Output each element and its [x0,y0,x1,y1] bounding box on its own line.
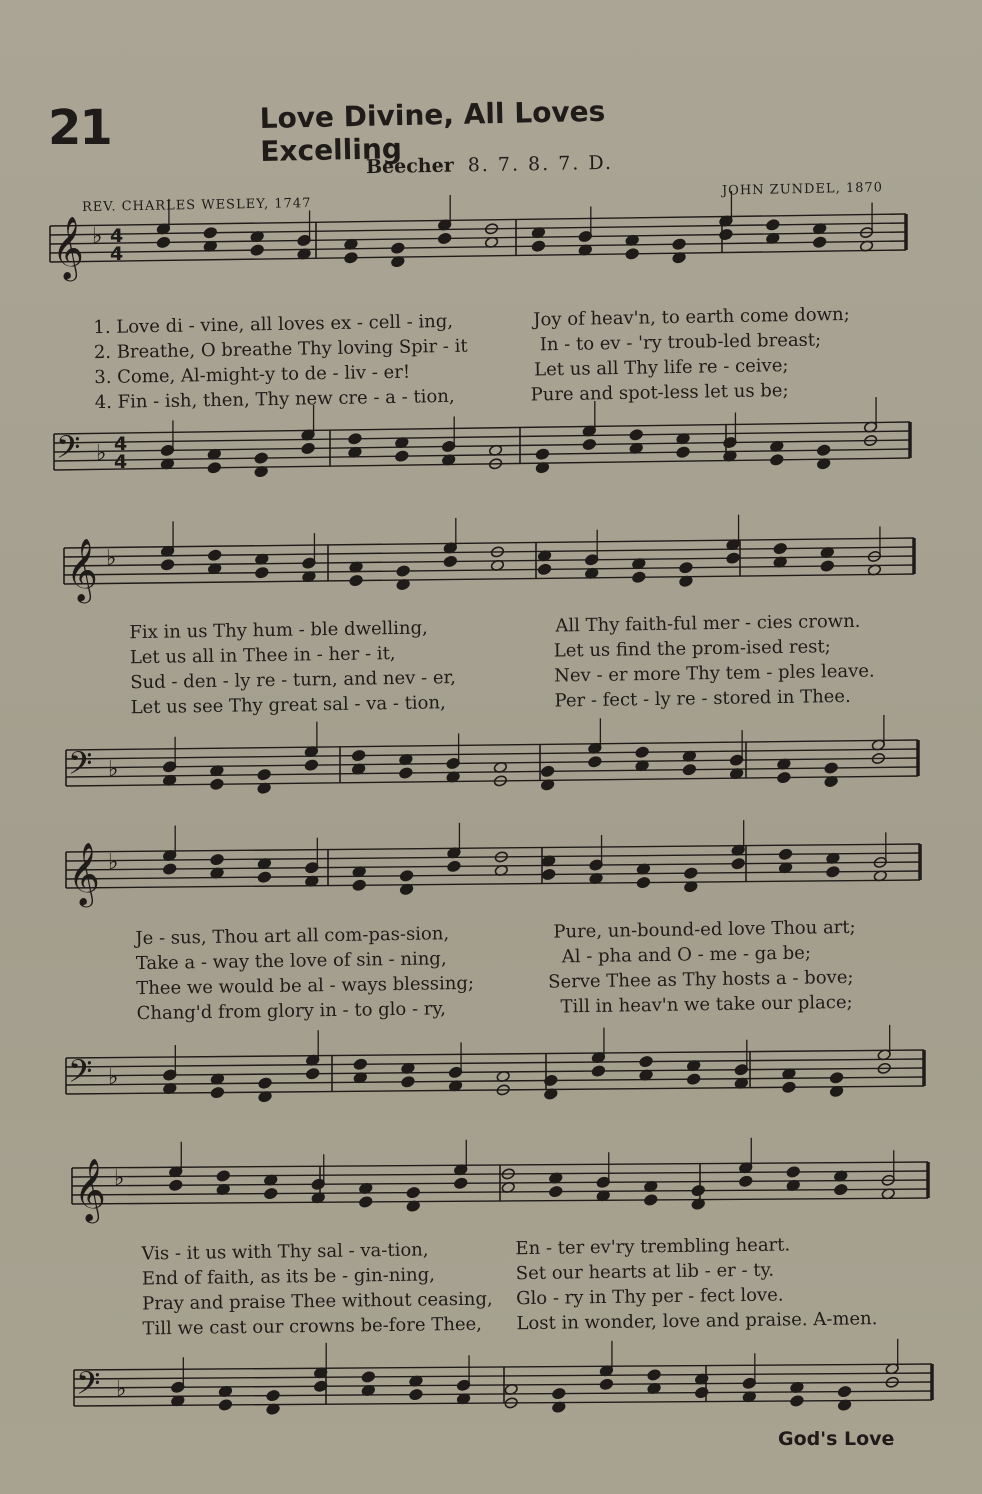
lyric-line: Let us see Thy great sal - va - tion, Per - fect - ly re - stored in Thee. [130,685,851,719]
note-head [250,244,264,256]
lyric-line: 1. Love di - vine, all loves ex - cell - ing, Joy of heav'n, to earth come down; [93,303,850,339]
hymn-title: Love Divine, All Loves Excelling [259,94,606,168]
note-head [731,858,745,870]
note-head [353,1058,367,1070]
note-head [770,454,784,466]
lyric-line: Thee we would be al - ways blessing; Serve Thee as Thy hosts a - bove; [136,966,854,1000]
footer-section-label: God's Love [778,1428,895,1450]
note-head [264,1187,278,1199]
lyrics-system-4 [141,1231,922,1342]
note-head [829,1072,843,1084]
lyric-line: Pray and praise Thee without ceasing, Glo - ry in Thy per - fect love. [142,1284,784,1315]
note-head [682,763,696,775]
note-head [684,867,698,879]
note-head [647,1369,661,1381]
note-head [443,555,457,567]
key-flat-icon: ♭ [106,546,117,571]
staff-line [66,871,920,879]
note-head [719,228,733,240]
note-head [344,252,358,264]
note-head [639,1055,653,1067]
note-head [399,870,413,882]
note-head [644,1194,658,1206]
lyric-line: Sud - den - ly re - turn, and nev - er, Nev - er more Thy tem - ples leave. [130,660,875,694]
note-head [406,1186,420,1198]
lyric-line: Take a - way the love of sin - ning, Al - pha and O - me - ga be; [135,942,812,975]
note-head [679,561,693,573]
lyrics-system-3 [135,914,916,1026]
time-signature: 4 [114,451,128,473]
hymn-number: 21 [48,100,111,156]
note-head [266,1389,280,1401]
note-head [254,452,268,464]
note-head [396,565,410,577]
note-head [635,746,649,758]
note-head [782,1081,796,1093]
note-head [218,1399,232,1411]
note-head [258,1077,272,1089]
note-head [348,433,362,445]
note-head [552,1387,566,1399]
treble-clef-icon: 𝄞 [66,538,98,601]
note-head [361,1371,375,1383]
note-head [210,853,224,865]
note-head [786,1166,800,1178]
note-head [257,871,271,883]
note-head [813,236,827,248]
note-head [203,227,217,239]
lyric-line: 4. Fin - ish, then, Thy new cre - a - tion, Pure and spot-less let us be; [94,380,789,414]
note-head [306,1068,320,1080]
key-flat-icon: ♭ [108,850,119,875]
note-head [210,778,224,790]
note-head [207,462,221,474]
note-head [542,868,556,880]
note-head [676,446,690,458]
time-signature: 4 [114,433,128,455]
note-head [210,1086,224,1098]
key-flat-icon: ♭ [92,224,103,249]
bass-clef-icon: 𝄢 [76,1365,101,1409]
note-head [257,768,271,780]
note-head [834,1183,848,1195]
staff-line [66,1059,924,1067]
note-head [687,1073,701,1085]
note-head [216,1170,230,1182]
bass-clef-icon: 𝄢 [68,745,93,789]
note-head [632,571,646,583]
treble-clef-icon: 𝄞 [74,1158,106,1221]
lyric-line: Fix in us Thy hum - ble dwelling, All Thy faith-ful mer - cies crown. [129,610,861,644]
lyric-line: Vis - it us with Thy sal - va-tion, En - ter ev'ry trembling heart. [141,1234,791,1265]
lyric-line: Chang'd from glory in - to glo - ry, Till in heav'n we take our place; [136,991,853,1025]
bass-clef-icon: 𝄢 [68,1053,93,1097]
note-head [537,563,551,575]
lyrics-system-1 [93,301,915,415]
note-head [401,1076,415,1088]
note-head [739,1175,753,1187]
tune-name: Beecher [365,154,454,179]
note-head [535,448,549,460]
note-head [636,876,650,888]
note-head [726,552,740,564]
staff-line [66,1050,924,1058]
note-head [582,438,596,450]
note-head [629,429,643,441]
note-head [163,863,177,875]
staff-line [66,749,918,759]
note-head [391,242,405,254]
staff-line [64,574,914,584]
music-credit: JOHN ZUNDEL, 1870 [721,180,884,199]
key-flat-icon: ♭ [108,757,119,782]
note-head [349,574,363,586]
note-head [160,559,174,571]
note-head [820,560,834,572]
note-head [588,756,602,768]
note-head [399,767,413,779]
note-head [304,759,318,771]
note-head [773,542,787,554]
lyric-line: Je - sus, Thou art all com-pas-sion, Pure, un-bound-ed love Thou art; [135,916,856,950]
note-head [549,1185,563,1197]
lyric-line: 2. Breathe, O breathe Thy loving Spir - it In - to ev - 'ry troub-led breast; [93,329,822,364]
key-flat-icon: ♭ [114,1166,125,1191]
bass-clef-icon: 𝄢 [56,429,81,473]
note-head [359,1196,373,1208]
staff-line [66,740,918,750]
staff-line [66,880,920,888]
note-head [447,860,461,872]
key-flat-icon: ♭ [108,1065,119,1090]
staff-line [74,1373,932,1379]
words-credit: REV. CHARLES WESLEY, 1747 [81,195,312,216]
note-head [778,848,792,860]
lyric-line: 3. Come, Al-might-y to de - liv - er! Let us all Thy life re - ceive; [94,355,789,389]
note-head [826,866,840,878]
staff-line [66,1077,924,1085]
note-head [351,749,365,761]
note-head [409,1388,423,1400]
key-flat-icon: ♭ [96,441,107,466]
time-signature: 4 [110,225,124,247]
note-head [691,1184,705,1196]
note-head [208,549,222,561]
note-head [591,1065,605,1077]
note-head [352,879,366,891]
note-head [301,442,315,454]
note-head [255,566,269,578]
note-head [625,248,639,260]
lyric-line: End of faith, as its be - gin-ning, Set our hearts at lib - er - ty. [141,1259,775,1290]
note-head [672,238,686,250]
lyrics-system-2 [129,608,920,720]
note-head [438,232,452,244]
note-head [777,771,791,783]
note-head [790,1395,804,1407]
note-head [824,762,838,774]
note-head [540,765,554,777]
time-signature: 4 [110,243,124,265]
note-head [531,240,545,252]
treble-clef-icon: 𝄞 [68,842,100,905]
note-head [766,219,780,231]
lyric-line: Till we cast our crowns be-fore Thee, Lost in wonder, love and praise. A-men. [142,1308,878,1340]
note-head [395,450,409,462]
note-head [169,1179,183,1191]
meter: 8. 7. 8. 7. D. [467,151,614,177]
note-head [817,444,831,456]
note-head [837,1385,851,1397]
staff-line [74,1364,932,1370]
lyric-line: Let us all in Thee in - her - it, Let us find the prom-ised rest; [129,636,831,669]
note-head [156,236,170,248]
staff-line [64,565,914,575]
note-head [454,1177,468,1189]
staff-line [66,844,920,852]
staff-line [74,1391,932,1397]
key-flat-icon: ♭ [116,1377,127,1402]
treble-clef-icon: 𝄞 [52,216,84,279]
note-head [599,1378,613,1390]
